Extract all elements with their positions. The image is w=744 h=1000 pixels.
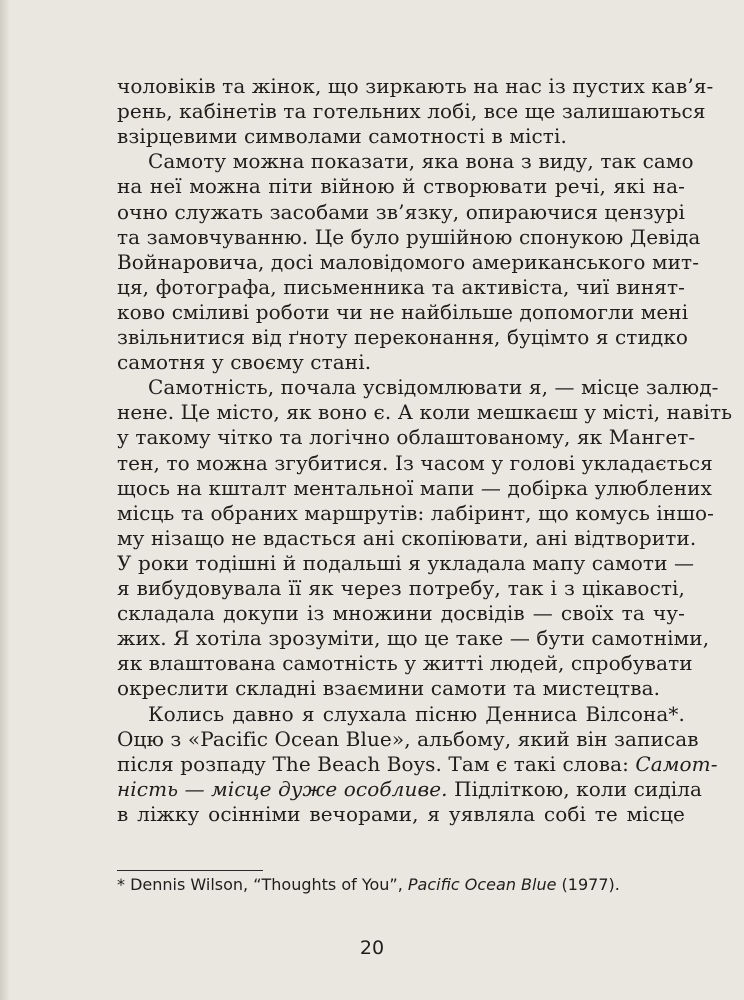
text-line: очно служать засобами зв’язку, опираючися цензурі [117,199,685,224]
text-line: У роки тодішні й подальші я укладала мапу самоти — [117,550,695,575]
text-line: Колись давно я слухала пісню Денниса Вілсона*. [148,701,685,726]
text-line: взірцевими символами самотності в місті. [117,124,567,149]
text-line: ця, фотографа, письменника та активіста, чиї винят- [117,274,685,299]
italic-run: ність — місце дуже особливе. [117,776,448,801]
text-line: чоловіків та жінок, що зиркають на нас із пустих кав’я- [117,74,714,98]
text-line: щось на кшталт ментальної мапи — добірка улюблених [117,475,712,500]
text-line: складала докупи із множини досвідів — своїх та чу- [117,601,685,626]
text-line: та замовчуванню. Це було рушійною спонукою Девіда [117,224,701,249]
text-line: місць та обраних маршрутів: лабіринт, що комусь іншо- [117,500,715,525]
text-line: окреслити складні взаємини самоти та мистецтва. [117,676,661,701]
footnote-marker: * [117,875,125,894]
text-line: на неї можна піти війною й створювати речі, які на- [117,174,685,199]
text-line: Самоту можна показати, яка вона з виду, так само [148,149,694,174]
text-line: звільнитися від ґноту переконання, буцімто я стидко [117,325,689,349]
italic-run: Самот- [635,751,718,776]
text-line [117,750,718,778]
text-line: ково сміливі роботи чи не найбільше допомогли мені [117,299,689,324]
text-line: Оцю з «Pacific Ocean Blue», альбому, який він записав [117,726,699,751]
text-run: після розпаду The Beach Boys. Там є такі слова: [117,751,629,776]
footnote [117,873,620,897]
text-line: му нізащо не вдасться ані скопіювати, ані відтворити. [117,525,697,550]
footnote-album: Pacific Ocean Blue [407,875,557,894]
footnote-divider [117,870,263,871]
page-number: 20 [359,937,385,959]
text-line: нене. Це місто, як воно є. А коли мешкаєш у місті, навіть [117,400,733,425]
footnote-year: (1977). [556,875,620,894]
page-edge-shadow [0,0,10,1000]
text-line: в ліжку осінніми вечорами, я уявляла собі те місце [117,801,685,826]
footnote-text: Dennis Wilson, “Thoughts of You”, [125,875,408,894]
text-line: Самотність, почала усвідомлювати я, — місце залюд- [148,375,719,400]
text-line: як влаштована самотність у житті людей, спробувати [117,651,693,676]
text-line: тен, то можна згубитися. Із часом у голові укладається [117,450,713,475]
text-line: самотня у своєму стані. [117,350,372,375]
text-line: рень, кабінетів та готельних лобі, все ще залишаються [117,99,706,124]
text-line: у такому чітко та логічно облаштованому, як Мангет- [117,425,696,450]
text-line: я вибудовувала її як через потребу, так і з цікавості, [117,576,685,600]
text-run: Підліткою, коли сиділа [454,776,703,801]
text-line: жих. Я хотіла зрозуміти, що це таке — бути самотніми, [117,626,710,651]
text-line: Войнаровича, досі маловідомого американського мит- [117,249,700,274]
text-line [117,775,703,803]
